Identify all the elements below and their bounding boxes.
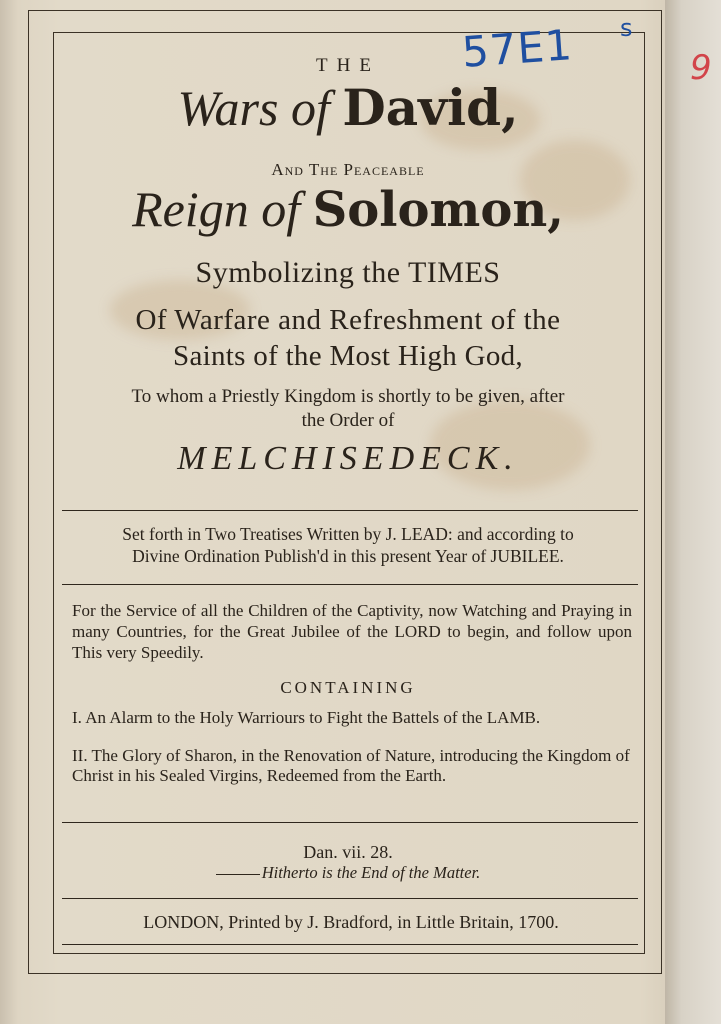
imprint-line: LONDON, Printed by J. Bradford, in Little Britain, 1700.: [143, 912, 559, 932]
epigraph-reference: Dan. vii. 28.: [303, 842, 393, 862]
subtitle-warfare: Of Warfare and Refreshment of the: [135, 304, 561, 336]
section-rule: [62, 898, 638, 899]
shelfmark-annotation: 57E1: [460, 20, 575, 77]
service-paragraph: For the Service of all the Children of the Captivity, now Watching and Praying in many Countries, for the Great Jubilee of the LORD to begin, and follow upon This very Speedily.: [72, 601, 632, 662]
set-forth-line-2: Divine Ordination Publish'd in this present Year of JUBILEE.: [132, 546, 564, 566]
title-wars-prefix: Wars of: [177, 80, 330, 136]
title-wars-of-david: [53, 78, 643, 137]
subtitle-priestly-kingdom: To whom a Priestly Kingdom is shortly to be given, after: [131, 386, 565, 407]
section-rule: [62, 822, 638, 823]
title-reign-prefix: Reign of: [132, 181, 301, 237]
section-rule: [62, 944, 638, 945]
title-the: THE: [316, 55, 380, 76]
set-forth-line-1: Set forth in Two Treatises Written by J. LEAD: and according to: [122, 524, 574, 544]
epigraph-dash: [216, 874, 260, 875]
containing-heading: CONTAINING: [280, 678, 416, 697]
section-rule: [62, 584, 638, 585]
epigraph-quote: [53, 863, 643, 883]
contents-item: [72, 708, 630, 728]
subtitle-order-of: the Order of: [301, 410, 395, 431]
shelfmark-superscript: s: [620, 14, 633, 42]
subtitle-symbolizing: Symbolizing the TIMES: [195, 256, 501, 289]
adjacent-page-edge: [665, 0, 721, 1024]
contents-item-text: An Alarm to the Holy Warriours to Fight the Battels of the LAMB.: [85, 708, 541, 727]
title-solomon-blackletter: Solomon,: [312, 182, 564, 238]
subtitle-melchisedeck: MELCHISEDECK.: [177, 440, 519, 477]
title-david-blackletter: David,: [342, 78, 519, 137]
contents-item: [72, 746, 630, 786]
contents-item-number: I.: [72, 708, 82, 727]
subtitle-saints: Saints of the Most High God,: [173, 340, 523, 372]
page-number-annotation: 9: [690, 48, 712, 88]
section-rule: [62, 510, 638, 511]
contents-item-number: II.: [72, 746, 88, 765]
title-and-the-peaceable: And The Peaceable: [271, 160, 425, 179]
contents-item-text: The Glory of Sharon, in the Renovation of Nature, introducing the Kingdom of Christ in his Sealed Virgins, Redeemed from the Earth.: [72, 746, 630, 785]
epigraph-quote-text: Hitherto is the End of the Matter.: [261, 863, 481, 882]
title-reign-of-solomon: [53, 180, 643, 238]
